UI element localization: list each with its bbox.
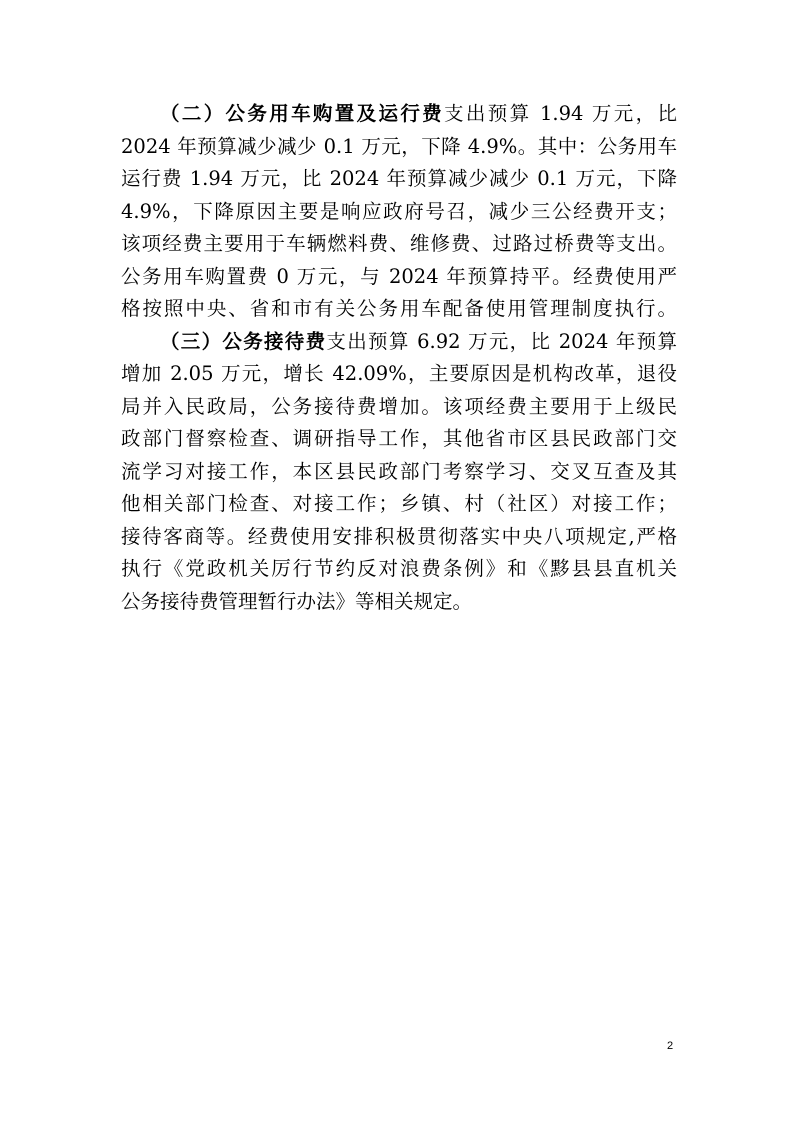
- paragraph-line: 运行费 1.94 万元，比 2024 年预算减少减少 0.1 万元，下降: [121, 167, 677, 190]
- line-text: 支出预算 6.92 万元，比 2024 年预算: [326, 329, 677, 353]
- paragraph-reception-expenses: [121, 326, 677, 619]
- page-number: 2: [667, 1040, 674, 1052]
- paragraph-line: 公务用车购置费 0 万元，与 2024 年预算持平。经费使用严: [121, 264, 677, 288]
- paragraph-line: 格按照中央、省和市有关公务用车配备使用管理制度执行。: [121, 297, 677, 320]
- paragraph-line: 该项经费主要用于车辆燃料费、维修费、过路过桥费等支出。: [121, 232, 677, 255]
- paragraph-line: [121, 98, 677, 131]
- section-heading-reception: （三）公务接待费: [160, 329, 327, 353]
- paragraph-vehicle-expenses: [121, 98, 677, 326]
- document-body: [121, 98, 677, 618]
- paragraph-line: 他相关部门检查、对接工作；乡镇、村（社区）对接工作；: [121, 492, 677, 515]
- paragraph-line: 接待客商等。经费使用安排积极贯彻落实中央八项规定,严格: [121, 524, 677, 548]
- paragraph-line: [121, 326, 677, 359]
- paragraph-line: 公务接待费管理暂行办法》等相关规定。: [121, 589, 473, 613]
- section-heading-vehicle: （二）公务用车购置及运行费: [160, 102, 445, 125]
- paragraph-line: 4.9%，下降原因主要是响应政府号召，减少三公经费开支；: [121, 199, 677, 223]
- paragraph-line: 增加 2.05 万元，增长 42.09%，主要原因是机构改革，退役: [121, 362, 677, 385]
- paragraph-line: 执行《党政机关厉行节约反对浪费条例》和《黟县县直机关: [121, 557, 677, 580]
- paragraph-line: 局并入民政局，公务接待费增加。该项经费主要用于上级民: [121, 394, 677, 418]
- paragraph-line: 2024 年预算减少减少 0.1 万元，下降 4.9%。其中：公务用车: [121, 134, 677, 158]
- paragraph-line: 流学习对接工作，本区县民政部门考察学习、交叉互查及其: [121, 459, 677, 483]
- line-text: 支出预算 1.94 万元，比: [444, 102, 677, 125]
- paragraph-line: 政部门督察检查、调研指导工作，其他省市区县民政部门交: [121, 427, 677, 450]
